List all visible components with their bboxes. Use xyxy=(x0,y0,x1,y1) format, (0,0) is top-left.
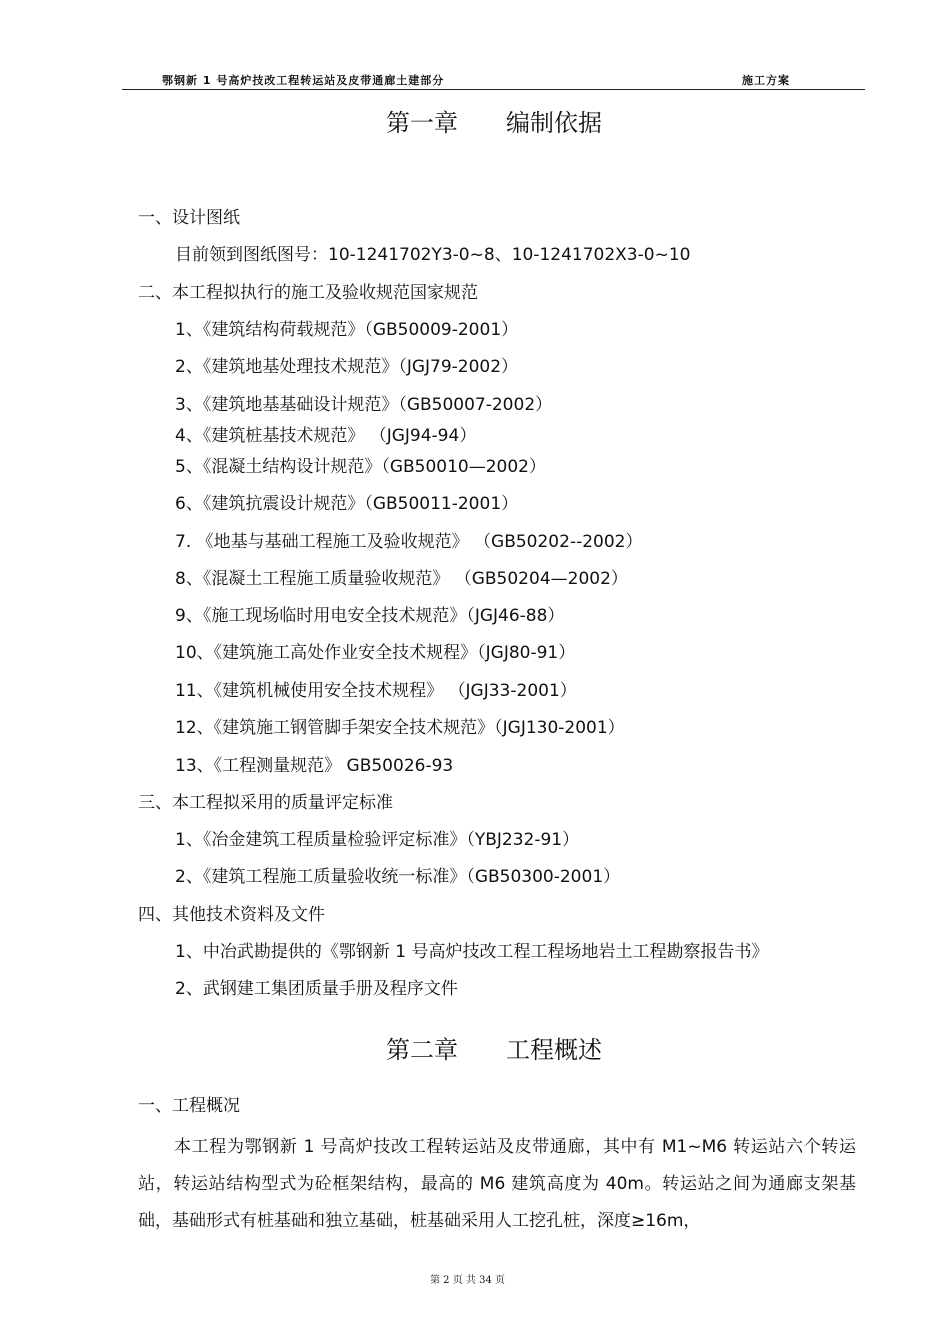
overview-paragraph: 本工程为鄂钢新 1 号高炉技改工程转运站及皮带通廊，其中有 M1~M6 转运站六个转运站，转运站结构型式为砼框架结构，最高的 M6 建筑高度为 40m。转运站之间为通廊支架基础，基础形式有桩基础和独立基础，桩基础采用人工挖孔桩，深度≥16m， xyxy=(138,1137,856,1231)
list-item: 1、《冶金建筑工程质量检验评定标准》（YBJ232-91） xyxy=(175,830,580,850)
list-item: 8、《混凝土工程施工质量验收规范》 （GB50204—2002） xyxy=(175,569,628,589)
section-heading-3: 三、本工程拟采用的质量评定标准 xyxy=(138,793,393,813)
chapter2-heading xyxy=(386,1030,602,1065)
section-heading-overview: 一、工程概况 xyxy=(138,1096,240,1116)
chapter2-title: 工程概述 xyxy=(506,1036,602,1064)
list-item: 10、《建筑施工高处作业安全技术规程》（JGJ80-91） xyxy=(175,643,576,663)
list-item: 4、《建筑桩基技术规范》 （JGJ94-94） xyxy=(175,426,477,446)
list-item: 7. 《地基与基础工程施工及验收规范》 （GB50202--2002） xyxy=(175,532,643,552)
list-item: 13、《工程测量规范》 GB50026-93 xyxy=(175,756,454,776)
header-title: 鄂钢新 1 号高炉技改工程转运站及皮带通廊土建部分 xyxy=(162,74,445,87)
list-item: 1、中冶武勘提供的《鄂钢新 1 号高炉技改工程工程场地岩土工程勘察报告书》 xyxy=(175,942,769,962)
list-item: 9、《施工现场临时用电安全技术规范》（JGJ46-88） xyxy=(175,606,565,626)
list-item: 11、《建筑机械使用安全技术规程》 （JGJ33-2001） xyxy=(175,681,577,701)
list-item: 6、《建筑抗震设计规范》（GB50011-2001） xyxy=(175,494,519,514)
chapter1-number: 第一章 xyxy=(386,109,458,137)
chapter2-number: 第二章 xyxy=(386,1036,458,1064)
page-number-footer: 第 2 页 共 34 页 xyxy=(430,1275,505,1286)
header-doc-type: 施工方案 xyxy=(742,74,790,87)
list-item: 2、武钢建工集团质量手册及程序文件 xyxy=(175,979,458,999)
list-item: 目前领到图纸图号：10-1241702Y3-0~8、10-1241702X3-0~10 xyxy=(175,245,691,265)
list-item: 2、《建筑地基处理技术规范》（JGJ79-2002） xyxy=(175,357,519,377)
list-item: 5、《混凝土结构设计规范》（GB50010—2002） xyxy=(175,457,546,477)
header-rule xyxy=(122,89,865,90)
chapter1-title: 编制依据 xyxy=(506,109,602,137)
list-item: 3、《建筑地基基础设计规范》（GB50007-2002） xyxy=(175,395,553,415)
list-item: 2、《建筑工程施工质量验收统一标准》（GB50300-2001） xyxy=(175,867,621,887)
section-heading-4: 四、其他技术资料及文件 xyxy=(138,905,325,925)
section-heading-1: 一、设计图纸 xyxy=(138,208,240,228)
chapter1-heading xyxy=(386,103,602,138)
list-item: 12、《建筑施工钢管脚手架安全技术规范》（JGJ130-2001） xyxy=(175,718,625,738)
section-heading-2: 二、本工程拟执行的施工及验收规范国家规范 xyxy=(138,283,478,303)
list-item: 1、《建筑结构荷载规范》（GB50009-2001） xyxy=(175,320,519,340)
